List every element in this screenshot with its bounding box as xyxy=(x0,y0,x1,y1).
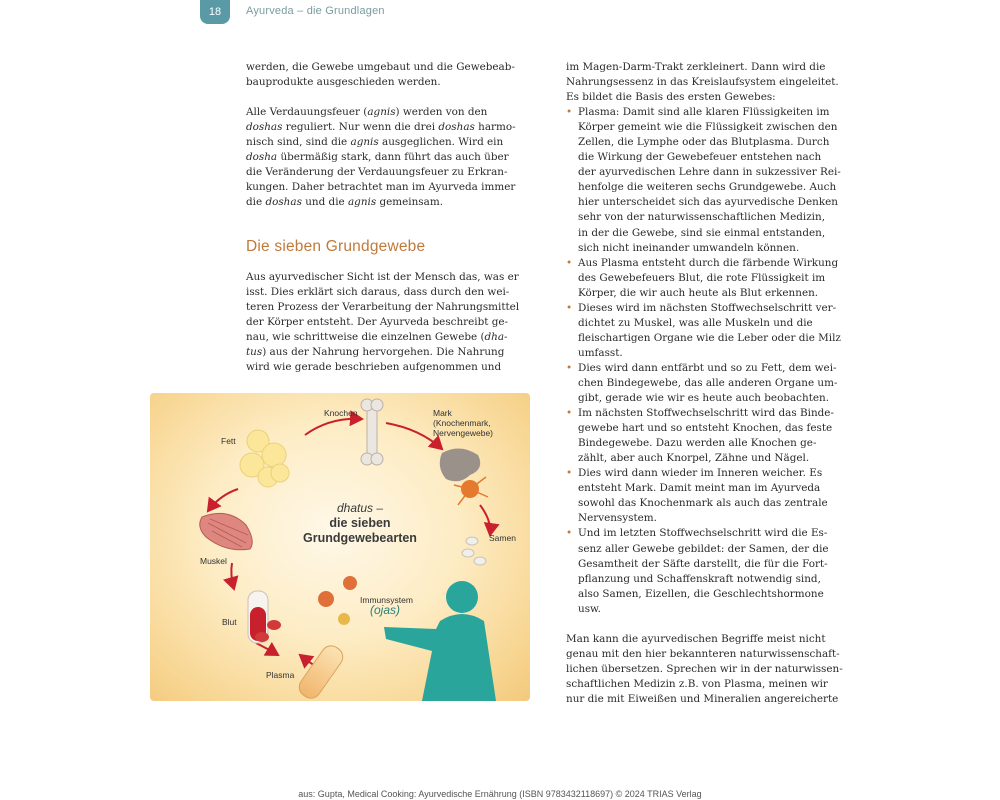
label-blut: Blut xyxy=(222,617,237,627)
label-ojas: (ojas) xyxy=(370,603,401,617)
list-item: • Und im letzten Stoffwechselschritt wird die Es- senz aller Gewebe gebildet: der Samen, der die Gesamtheit der Säfte darstellt, die für die Fort- pflanzung und Schaffenskraft notwendig sind, also Samen, Eizellen, die Geschlechtshormone usw. xyxy=(566,526,854,616)
label-fett: Fett xyxy=(221,436,236,446)
list-item: • Aus Plasma entsteht durch die färbende Wirkung des Gewebefeuers Blut, die rote Flüssigkeit im Körper, die wir auch heute als Blut erkennen. xyxy=(566,256,854,301)
label-plasma: Plasma xyxy=(266,670,295,680)
list-item: • Im nächsten Stoffwechselschritt wird das Binde- gewebe hart und so entsteht Knochen, das feste Bindegewebe. Dazu werden alle Knochen ge- zählt, aber auch Knorpel, Zähne und Nägel. xyxy=(566,406,854,466)
section-heading: Die sieben Grundgewebe xyxy=(246,238,426,255)
paragraph-left-1: werden, die Gewebe umgebaut und die Gewebeab- bauprodukte ausgeschieden werden. xyxy=(246,61,515,89)
running-header: Ayurveda – die Grundlagen xyxy=(246,5,385,17)
label-mark: Mark (Knochenmark, Nervengewebe) xyxy=(433,408,494,438)
label-knochen: Knochen xyxy=(324,408,358,418)
right-column xyxy=(566,60,854,707)
footer-citation: aus: Gupta, Medical Cooking: Ayurvedische Ernährung (ISBN 9783432118697) © 2024 TRIAS Verlag xyxy=(298,789,702,799)
figure-title-line1: dhatus – xyxy=(336,501,384,515)
list-item: • Dies wird dann entfärbt und so zu Fett, dem wei- chen Bindegewebe, das alle anderen Organe um- gibt, gerade wie wir es heute auch beobachten. xyxy=(566,361,854,406)
label-immunsystem: Immunsystem xyxy=(360,595,413,605)
fat-globules xyxy=(240,430,289,487)
blood-tube xyxy=(248,591,281,643)
paragraph-right-outro: Man kann die ayurvedischen Begriffe meist nicht genau mit den hier bekannteren naturwissenschaft- lichen übersetzen. Sprechen wir in der naturwissen- schaftlichen Medizin z.B. von Plasma, meinen wir nur die mit Eiweißen und Mineralien angereicherte xyxy=(566,632,843,705)
illustration-drawing xyxy=(150,393,530,701)
paragraph-right-intro: im Magen-Darm-Trakt zerkleinert. Dann wird die Nahrungsessenz in das Kreislaufsystem eingeleitet. Es bildet die Basis des ersten Gewebes: xyxy=(566,61,839,104)
sperm-shapes xyxy=(462,537,486,565)
label-samen: Samen xyxy=(489,533,516,543)
figure-title xyxy=(300,501,420,546)
bone-shape xyxy=(361,399,383,465)
muscle-shape xyxy=(200,513,253,549)
figure-title-line2: die sieben xyxy=(329,516,391,530)
label-muskel: Muskel xyxy=(200,556,227,566)
page-number-tab xyxy=(200,0,230,24)
plasma-tube xyxy=(295,642,346,701)
list-item: • Dieses wird im nächsten Stoffwechselschritt ver- dichtet zu Muskel, was alle Muskeln und die fleischartigen Organe wie die Leber oder die Milz umfasst. xyxy=(566,301,854,361)
dhatus-illustration xyxy=(150,393,530,701)
marrow-shape xyxy=(440,448,488,505)
figure-title-line3: Grundgewebearten xyxy=(303,531,417,545)
paragraph-left-3: Aus ayurvedischer Sicht ist der Mensch das, was er isst. Dies erklärt sich daraus, dass durch den wei- teren Prozess der Verarbeitung der Nahrungsmittel der Körper entsteht. Der Ayurveda beschreibt ge- nau, wie schrittweise die einzelnen Gewebe (dha- tus) aus der Nahrung hervorgehen. Die Nahrung wird wie gerade beschrieben aufgenommen und xyxy=(246,271,520,374)
list-item: • Plasma: Damit sind alle klaren Flüssigkeiten im Körper gemeint wie die Flüssigkeit zwischen den Zellen, die Lymphe oder das Blutplasma. Durch die Wirkung der Gewebefeuer entstehen nach der ayurvedischen Lehre dann in sukzessiver Rei- henfolge die weiteren sechs Grundgewebe. Auch hier unterscheidet sich das ayurvedische Denken sehr von der naturwissenschaftlichen Medizin, in der die Gewebe, sind sie einmal entstanden, sich nicht ineinander umwandeln können. xyxy=(566,105,854,255)
tissue-list xyxy=(566,105,854,617)
paragraph-left-2: Alle Verdauungsfeuer (agnis) werden von den doshas reguliert. Nur wenn die drei doshas harmo- nisch sind, sind die agnis ausgeglichen. Wird ein dosha übermäßig stark, dann führt das auch über die Veränderung der Verdauungsfeuer zu Erkran- kungen. Daher betrachtet man im Ayurveda immer die doshas und die agnis gemeinsam. xyxy=(246,106,516,209)
pathogen-shapes xyxy=(318,576,357,625)
list-item: • Dies wird dann wieder im Inneren weicher. Es entsteht Mark. Damit meint man im Ayurveda sowohl das Knochenmark als auch das zentrale Nervensystem. xyxy=(566,466,854,526)
page-number: 18 xyxy=(208,6,222,18)
